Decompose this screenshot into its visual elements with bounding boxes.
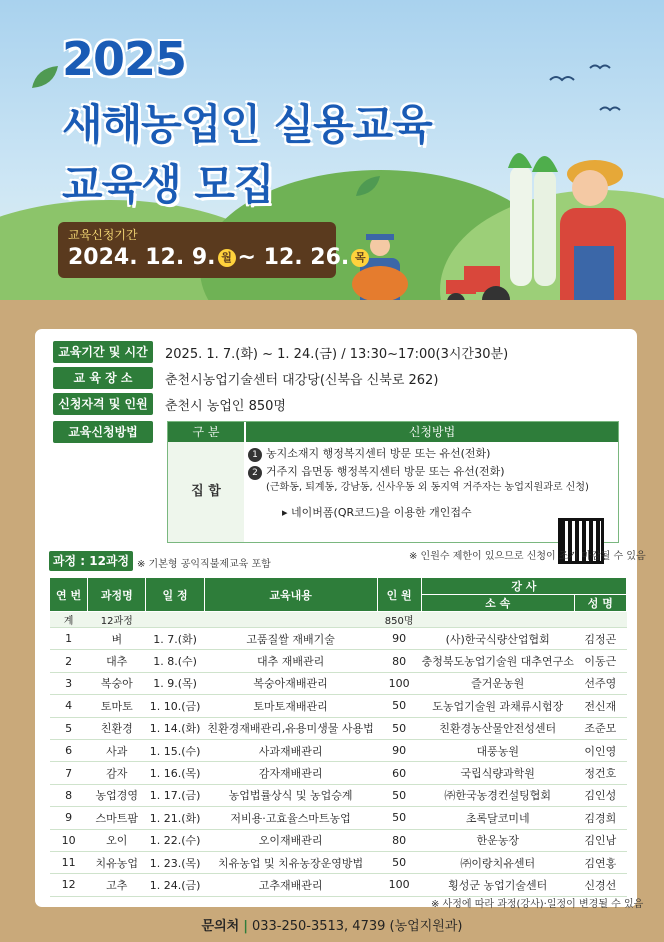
cell-people: 80: [377, 650, 421, 672]
cell-date: 1. 14.(화): [146, 717, 204, 739]
cell-no: 4: [50, 695, 88, 717]
cell-no: 5: [50, 717, 88, 739]
course-count-label: 과정 : 12과정: [49, 551, 133, 571]
cell-content: 대추 재배관리: [204, 650, 377, 672]
table-row: [50, 628, 627, 650]
cell-people: 90: [377, 739, 421, 761]
cell-name: 농업경영: [88, 784, 146, 806]
title-year: 2025: [62, 32, 187, 86]
contact-label: 문의처: [201, 919, 240, 934]
cell-name: 스마트팜: [88, 807, 146, 829]
cell-people: 50: [377, 784, 421, 806]
cell-lecturer: 이인영: [574, 739, 626, 761]
cell-date: 1. 7.(화): [146, 628, 204, 650]
cell-people: 50: [377, 851, 421, 873]
total-name: 12과정: [88, 612, 146, 628]
table-footnote: ※ 사정에 따라 과정(강사)·일정이 변경될 수 있음: [431, 899, 644, 910]
cell-lecturer: 선주영: [574, 672, 626, 694]
cell-affiliation: ㈜한국농경컨설팅협회: [421, 784, 574, 806]
col-affiliation: 소 속: [421, 595, 574, 612]
cell-date: 1. 16.(목): [146, 762, 204, 784]
capacity-note: ※ 인원수 제한이 있으므로 신청이 조기 마감될 수 있음: [409, 551, 646, 562]
cell-affiliation: 대풍농원: [421, 739, 574, 761]
cell-date: 1. 24.(금): [146, 874, 204, 896]
cell-content: 고품질쌀 재배기술: [204, 628, 377, 650]
cell-affiliation: 한운농장: [421, 829, 574, 851]
cell-people: 50: [377, 807, 421, 829]
cell-no: 7: [50, 762, 88, 784]
total-content: [204, 612, 377, 628]
method-gubun-value: 집 합: [168, 442, 244, 542]
cell-date: 1. 9.(목): [146, 672, 204, 694]
total-date: [146, 612, 204, 628]
cell-no: 1: [50, 628, 88, 650]
info-label-qualification: 신청자격 및 인원: [53, 393, 153, 415]
table-row: [50, 739, 627, 761]
cell-lecturer: 김연홍: [574, 851, 626, 873]
cell-lecturer: 조준모: [574, 717, 626, 739]
table-row: [50, 762, 627, 784]
method-item-2-note: (근화동, 퇴계동, 강남동, 신사우동 외 동지역 거주자는 농업지원과로 신청): [266, 482, 589, 493]
info-label-place: 교 육 장 소: [53, 367, 153, 389]
apply-start-date: 2024. 12. 9.: [68, 245, 216, 270]
page-subtitle: 교육생 모집: [62, 160, 274, 209]
cell-people: 100: [377, 672, 421, 694]
cell-date: 1. 10.(금): [146, 695, 204, 717]
method-online: ▸ 네이버폼(QR코드)을 이용한 개인접수: [282, 506, 472, 519]
content-card: [32, 326, 646, 910]
cell-content: 복숭아재배관리: [204, 672, 377, 694]
cell-people: 90: [377, 628, 421, 650]
method-col-gubun: 구 분: [168, 422, 244, 442]
cell-content: 고추재배관리: [204, 874, 377, 896]
info-label-method: 교육신청방법: [53, 421, 153, 443]
course-table: [49, 577, 627, 897]
cell-affiliation: 도농업기술원 과채류시험장: [421, 695, 574, 717]
cell-date: 1. 22.(수): [146, 829, 204, 851]
total-affiliation: [421, 612, 574, 628]
cell-no: 11: [50, 851, 88, 873]
table-row: [50, 851, 627, 873]
cell-name: 오이: [88, 829, 146, 851]
method-item-1: [248, 446, 618, 462]
cell-content: 사과재배관리: [204, 739, 377, 761]
cell-people: 100: [377, 874, 421, 896]
contact-separator: |: [243, 919, 248, 934]
cell-lecturer: 전신재: [574, 695, 626, 717]
info-value-place: 춘천시농업기술센터 대강당(신북읍 신북로 262): [165, 373, 439, 388]
application-period-box: [58, 222, 366, 278]
cell-people: 50: [377, 717, 421, 739]
cell-no: 12: [50, 874, 88, 896]
cell-content: 친환경재배관리,유용미생물 사용법: [204, 717, 377, 739]
cell-no: 6: [50, 739, 88, 761]
table-row: [50, 874, 627, 896]
cell-lecturer: 김경희: [574, 807, 626, 829]
cell-affiliation: (사)한국식량산업협회: [421, 628, 574, 650]
method-item-1-number: 1: [248, 448, 262, 462]
cell-affiliation: 즐거운농원: [421, 672, 574, 694]
cell-no: 8: [50, 784, 88, 806]
table-row: [50, 650, 627, 672]
cell-lecturer: 이동근: [574, 650, 626, 672]
cell-date: 1. 17.(금): [146, 784, 204, 806]
col-content: 교육내용: [204, 578, 377, 612]
method-item-1-text: 농지소재지 행정복지센터 방문 또는 유선(전화): [266, 447, 491, 460]
cell-name: 벼: [88, 628, 146, 650]
cell-no: 2: [50, 650, 88, 672]
cell-affiliation: 친환경농산물안전성센터: [421, 717, 574, 739]
cell-name: 감자: [88, 762, 146, 784]
total-people: 850명: [377, 612, 421, 628]
cell-lecturer: 정건호: [574, 762, 626, 784]
method-col-method: 신청방법: [246, 422, 618, 442]
cell-name: 사과: [88, 739, 146, 761]
table-row: [50, 807, 627, 829]
cell-name: 치유농업: [88, 851, 146, 873]
cell-content: 감자재배관리: [204, 762, 377, 784]
cell-people: 50: [377, 695, 421, 717]
cell-affiliation: 초록달코미네: [421, 807, 574, 829]
cell-name: 대추: [88, 650, 146, 672]
cell-affiliation: ㈜이랑치유센터: [421, 851, 574, 873]
method-content: [248, 446, 618, 520]
table-row: [50, 672, 627, 694]
cell-affiliation: 충청북도농업기술원 대추연구소: [421, 650, 574, 672]
cell-lecturer: 김인성: [574, 784, 626, 806]
cell-content: 농업법률상식 및 농업승계: [204, 784, 377, 806]
apply-tilde: ~: [237, 245, 256, 270]
birds-icon: [540, 60, 640, 130]
table-row: [50, 717, 627, 739]
total-lecturer: [574, 612, 626, 628]
cell-name: 친환경: [88, 717, 146, 739]
cell-no: 9: [50, 807, 88, 829]
apply-end-day-badge: 목: [351, 249, 369, 267]
table-row: [50, 784, 627, 806]
contact-footer: [0, 912, 664, 942]
cell-lecturer: 신경선: [574, 874, 626, 896]
application-method-table: [167, 421, 619, 543]
table-row-total: [50, 612, 627, 628]
cell-name: 복숭아: [88, 672, 146, 694]
col-name: 과정명: [88, 578, 146, 612]
apply-start-day-badge: 월: [218, 249, 236, 267]
method-item-2-number: 2: [248, 466, 262, 480]
col-date: 일 정: [146, 578, 204, 612]
col-lecturer: 성 명: [574, 595, 626, 612]
cell-affiliation: 횡성군 농업기술센터: [421, 874, 574, 896]
total-no: 계: [50, 612, 88, 628]
contact-value: 033-250-3513, 4739 (농업지원과): [251, 919, 463, 934]
cell-date: 1. 15.(수): [146, 739, 204, 761]
cell-lecturer: 김인남: [574, 829, 626, 851]
cell-date: 1. 23.(목): [146, 851, 204, 873]
method-item-2-text: 거주지 읍면동 행정복지센터 방문 또는 유선(전화): [266, 465, 505, 478]
info-label-period: 교육기간 및 시간: [53, 341, 153, 363]
cell-no: 3: [50, 672, 88, 694]
leaf-small-icon: [352, 172, 386, 200]
info-value-period: 2025. 1. 7.(화) ~ 1. 24.(금) / 13:30~17:00(3시간30분): [165, 347, 509, 362]
col-no: 연 번: [50, 578, 88, 612]
cell-name: 고추: [88, 874, 146, 896]
info-value-qualification: 춘천시 농업인 850명: [165, 399, 286, 414]
cell-content: 오이재배관리: [204, 829, 377, 851]
cell-people: 60: [377, 762, 421, 784]
cell-people: 80: [377, 829, 421, 851]
cell-content: 토마토재배관리: [204, 695, 377, 717]
cell-content: 치유농업 및 치유농장운영방법: [204, 851, 377, 873]
table-row: [50, 695, 627, 717]
col-instructor: 강 사: [421, 578, 626, 595]
cell-name: 토마토: [88, 695, 146, 717]
leaf-icon: [28, 62, 64, 92]
cell-date: 1. 8.(수): [146, 650, 204, 672]
cell-no: 10: [50, 829, 88, 851]
page-title: 새해농업인 실용교육: [62, 100, 432, 149]
cell-content: 저비용·고효율스마트농업: [204, 807, 377, 829]
cell-date: 1. 21.(화): [146, 807, 204, 829]
apply-end-date: 12. 26.: [263, 245, 350, 270]
application-period-dates: [68, 245, 366, 270]
method-item-2: [248, 464, 618, 480]
application-period-label: 교육신청기간: [68, 228, 138, 242]
cell-lecturer: 김정곤: [574, 628, 626, 650]
table-row: [50, 829, 627, 851]
cell-affiliation: 국립식량과학원: [421, 762, 574, 784]
course-count-note: ※ 기본형 공익직불제교육 포함: [137, 559, 271, 570]
col-people: 인 원: [377, 578, 421, 612]
